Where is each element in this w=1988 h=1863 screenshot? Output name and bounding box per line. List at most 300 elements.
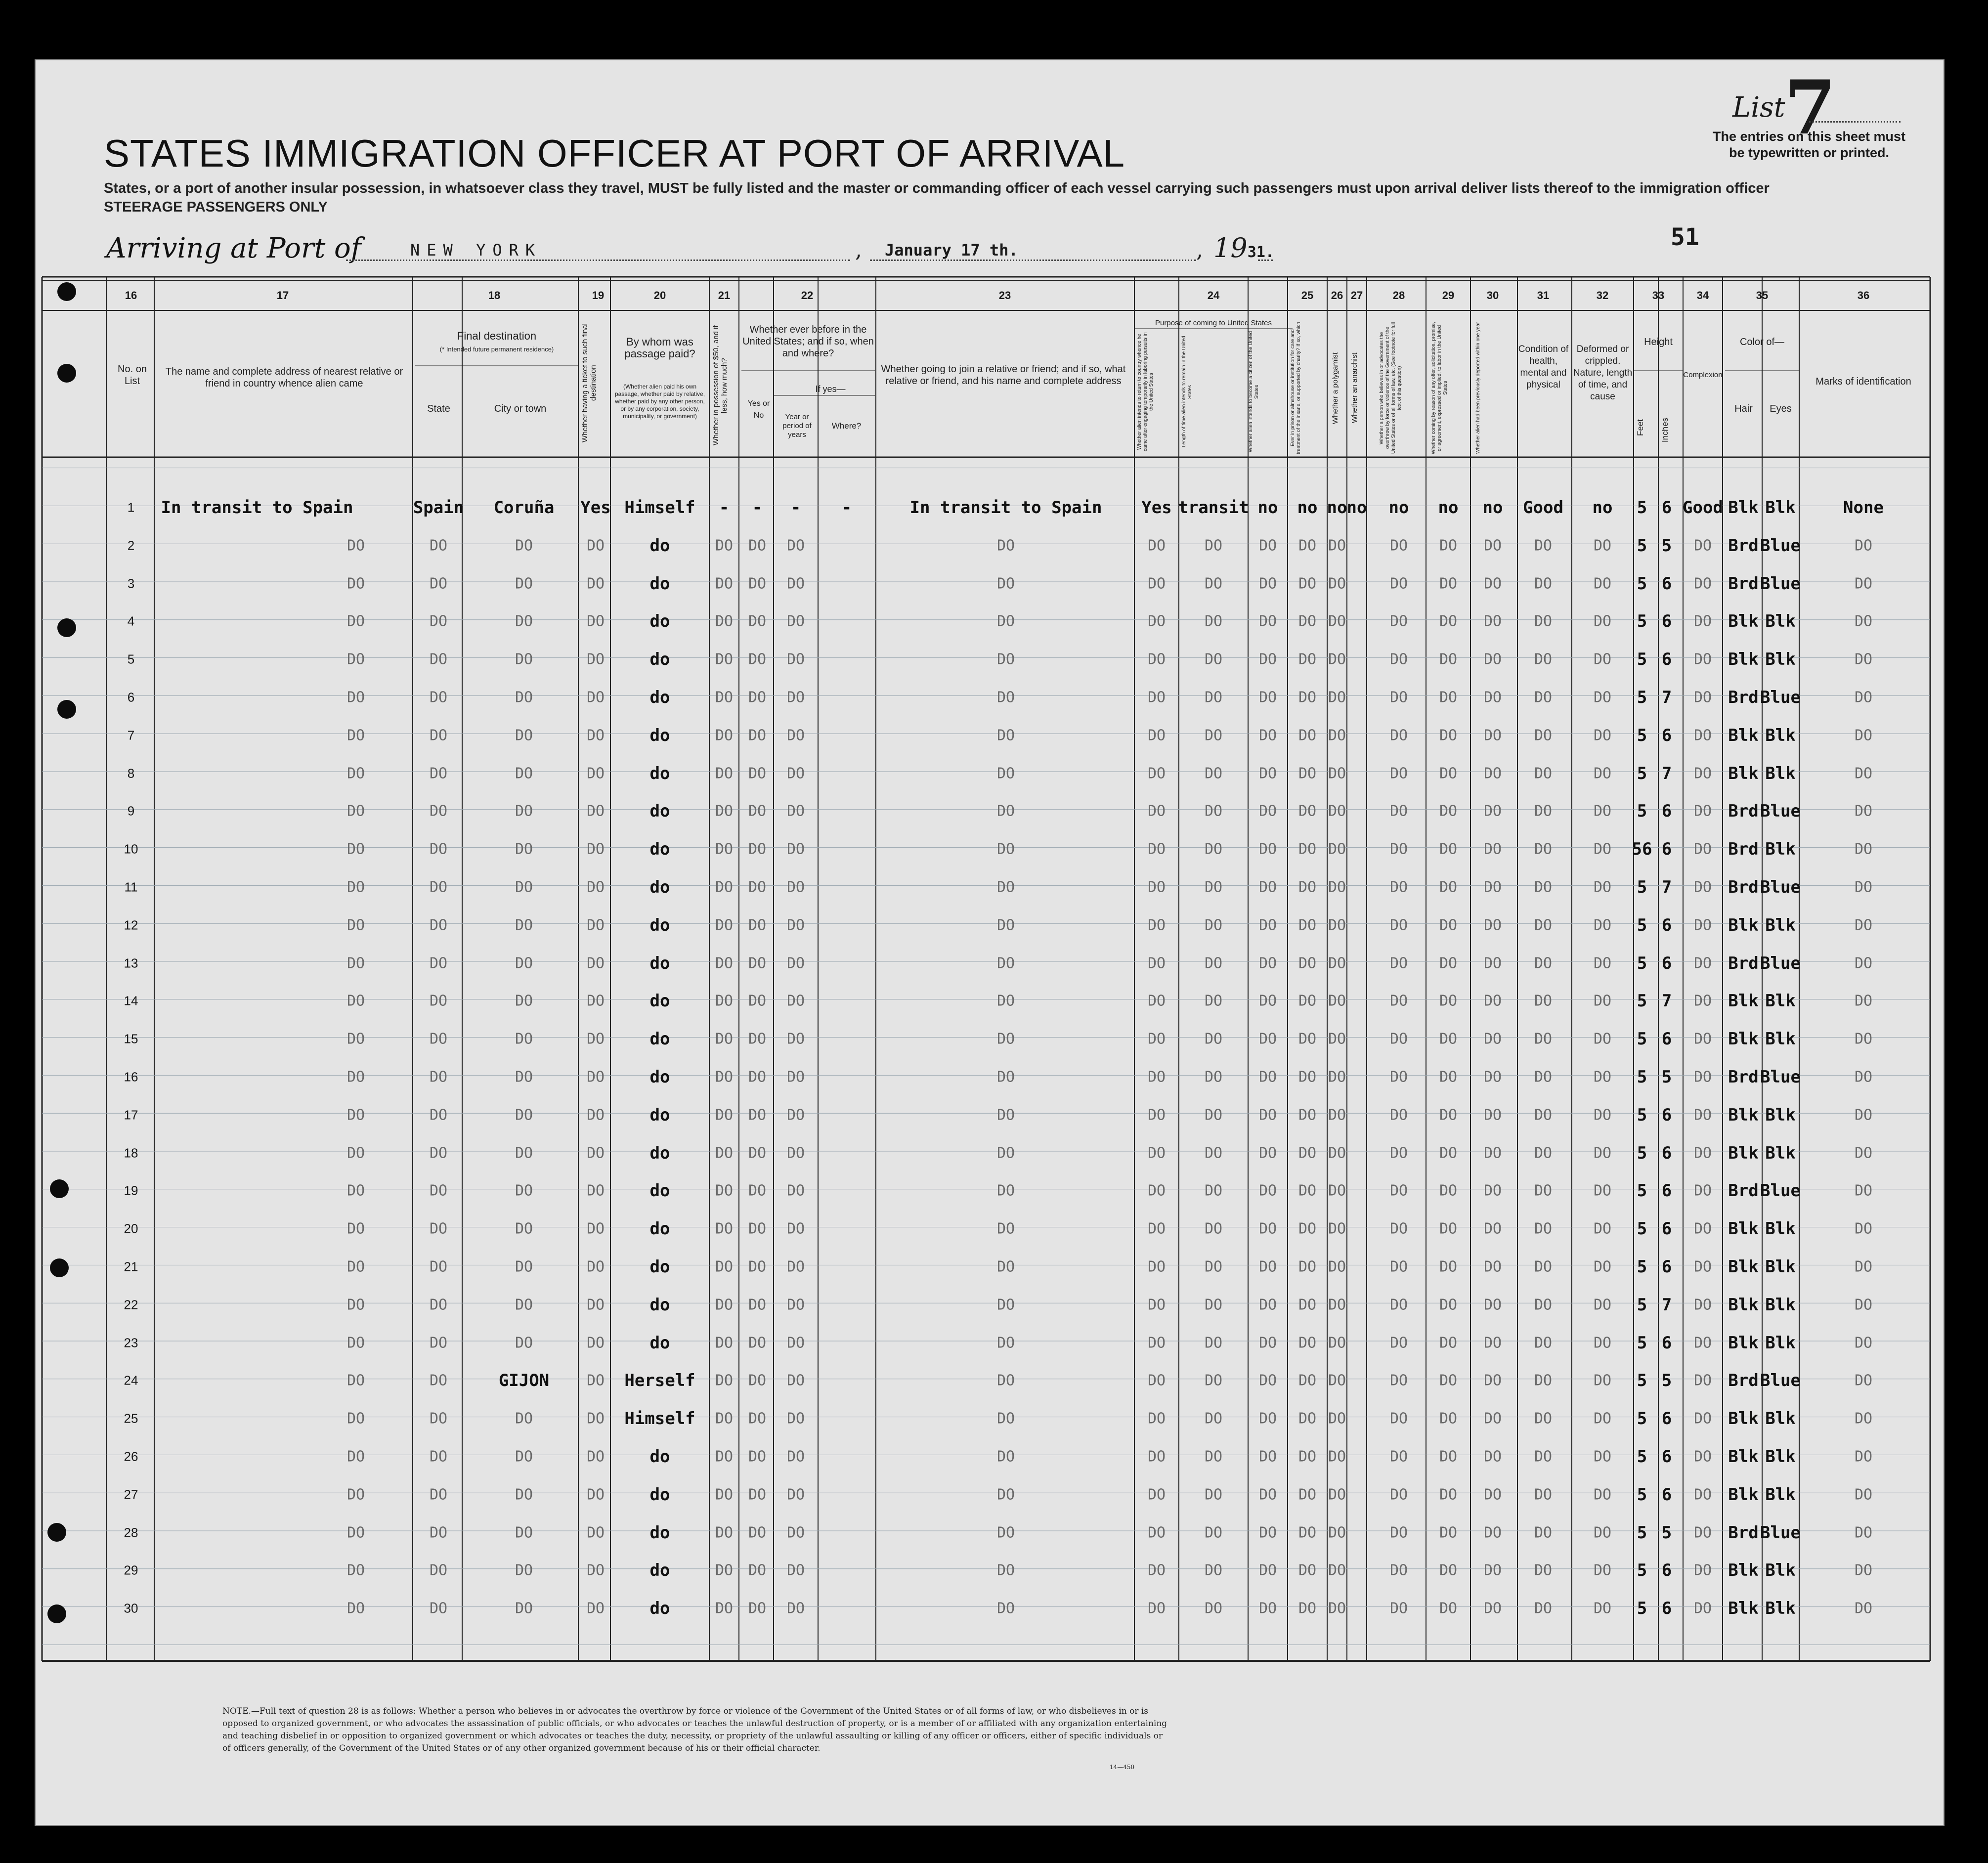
cell-c22a: DO	[748, 537, 767, 555]
cell-c29: DO	[1439, 1258, 1458, 1276]
cell-c22a: DO	[748, 1486, 767, 1504]
cell-feet: 5	[1637, 1409, 1647, 1429]
cell-c24b: transit	[1178, 498, 1249, 518]
cell-c22a: DO	[748, 575, 767, 593]
cell-inches: 5	[1661, 1067, 1672, 1087]
cell-c22b: DO	[786, 1410, 805, 1428]
cell-c22a: DO	[748, 1258, 767, 1276]
cell-c24b: DO	[1204, 1258, 1223, 1276]
cell-c21: DO	[715, 1220, 734, 1238]
cell-ticket: DO	[586, 1524, 605, 1542]
cell-hair: Blk	[1728, 1029, 1759, 1049]
header-prison: Ever in prison or almshouse or institution for care and treatment of the insane, or supported by charity? If so, which	[1290, 322, 1301, 454]
cell-c30: DO	[1483, 1296, 1502, 1314]
cell-c17: DO	[346, 1486, 365, 1504]
cell-c24c: DO	[1258, 1448, 1277, 1466]
cell-hair: Blk	[1728, 725, 1759, 745]
cell-c24a: DO	[1147, 1410, 1166, 1428]
cell-c17: DO	[346, 1258, 365, 1276]
cell-c24c: DO	[1258, 689, 1277, 706]
cell-c32: DO	[1593, 1220, 1612, 1238]
cell-c24a: DO	[1147, 1144, 1166, 1162]
cell-c24b: DO	[1204, 916, 1223, 934]
cell-ticket: DO	[586, 954, 605, 972]
cell-state: DO	[429, 878, 448, 896]
cell-c36: DO	[1854, 1106, 1873, 1124]
cell-c28: DO	[1389, 1448, 1408, 1466]
cell-c17: DO	[346, 840, 365, 858]
cell-state: DO	[429, 650, 448, 668]
cell-city: DO	[515, 1410, 533, 1428]
cell-c17: DO	[346, 916, 365, 934]
cell-paid: do	[649, 915, 670, 935]
cell-eyes: Blue	[1760, 1181, 1801, 1201]
cell-c17: DO	[346, 1220, 365, 1238]
cell-state: DO	[429, 537, 448, 555]
cell-state: DO	[429, 689, 448, 706]
cell-c28: DO	[1389, 1334, 1408, 1352]
cell-state: DO	[429, 727, 448, 744]
cell-c24c: DO	[1258, 1030, 1277, 1048]
cell-c34: DO	[1693, 802, 1712, 820]
cell-state: DO	[429, 1296, 448, 1314]
cell-c21: DO	[715, 954, 734, 972]
cell-city: DO	[515, 1561, 533, 1579]
cell-c22b: DO	[786, 1600, 805, 1617]
cell-c31: DO	[1534, 689, 1553, 706]
cell-c34: DO	[1693, 1486, 1712, 1504]
cell-c28: DO	[1389, 1220, 1408, 1238]
cell-eyes: Blue	[1760, 877, 1801, 897]
cell-paid: do	[649, 1484, 670, 1505]
cell-c32: DO	[1593, 992, 1612, 1010]
cell-c30: DO	[1483, 537, 1502, 555]
cell-c30: DO	[1483, 916, 1502, 934]
cell-c17: DO	[346, 1334, 365, 1352]
cell-feet: 5	[1637, 498, 1647, 518]
entries-note	[1681, 129, 1938, 161]
cell-c22b: DO	[786, 878, 805, 896]
cell-c28: DO	[1389, 916, 1408, 934]
cell-c24c: DO	[1258, 992, 1277, 1010]
year-value	[1213, 232, 1274, 263]
cell-c17: DO	[346, 1448, 365, 1466]
cell-c23: DO	[996, 1030, 1015, 1048]
cell-inches: 6	[1661, 1143, 1672, 1163]
cell-c25: DO	[1298, 992, 1317, 1010]
cell-c32: DO	[1593, 1410, 1612, 1428]
cell-c29: DO	[1439, 992, 1458, 1010]
cell-eyes: Blk	[1765, 991, 1796, 1011]
cell-city: DO	[515, 954, 533, 972]
row-number: 26	[124, 1449, 138, 1464]
cell-hair: Brd	[1728, 1522, 1759, 1543]
cell-inches: 6	[1661, 1409, 1672, 1429]
cell-feet: 5	[1637, 763, 1647, 783]
cell-ticket: DO	[586, 612, 605, 630]
cell-city: DO	[515, 1296, 533, 1314]
cell-c17: In transit to Spain	[161, 498, 353, 518]
cell-c30: no	[1482, 498, 1503, 518]
cell-c24a: DO	[1147, 802, 1166, 820]
cell-c30: DO	[1483, 612, 1502, 630]
cell-c32: no	[1592, 498, 1613, 518]
cell-c21: DO	[715, 1106, 734, 1124]
cell-hair: Blk	[1728, 1447, 1759, 1467]
cell-c22a: DO	[748, 1448, 767, 1466]
column-number-36: 36	[1857, 289, 1870, 302]
cell-c32: DO	[1593, 1561, 1612, 1579]
header-purpose-citizen: Whether alien intends to become a citizen of the United States	[1248, 331, 1259, 453]
cell-c24b: DO	[1204, 1410, 1223, 1428]
cell-c23: DO	[996, 1486, 1015, 1504]
cell-city: DO	[515, 1068, 533, 1086]
cell-state: DO	[429, 1220, 448, 1238]
cell-c24c: DO	[1258, 878, 1277, 896]
cell-c25: DO	[1298, 1106, 1317, 1124]
cell-c31: DO	[1534, 1410, 1553, 1428]
cell-c29: DO	[1439, 1410, 1458, 1428]
cell-ticket: DO	[586, 689, 605, 706]
port-value: NEW YORK	[410, 241, 542, 260]
cell-c24a: DO	[1147, 954, 1166, 972]
cell-city: DO	[515, 840, 533, 858]
cell-c25: DO	[1298, 802, 1317, 820]
cell-c24b: DO	[1204, 765, 1223, 782]
cell-c31: DO	[1534, 727, 1553, 744]
cell-state: DO	[429, 612, 448, 630]
list-number-underline	[1809, 121, 1901, 123]
year-prefix: 19	[1213, 232, 1248, 263]
cell-c32: DO	[1593, 612, 1612, 630]
header-color-of: Color of—	[1739, 337, 1785, 347]
cell-c26: DO	[1328, 650, 1346, 668]
footnote-question-28: NOTE.—Full text of question 28 is as follows: Whether a person who believes in or advocates the overthrow by force or violence of the Government of the United States or of all forms of law, or who disbelieves in or is opposed to organized government, or who advocates the assassination of public officials, or who advocates or teaches the unlawful destruction of property, or is a member of or affiliated with any organization entertaining and teaching disbelief in or opposition to organized government or which advocates or teaches the duty, necessity, or propriety of the unlawful assaulting or killing of any officer or officers, either of specific individuals or of officers generally, of the Government of the United States or of any other organized government because of his or their official character.	[222, 1706, 1167, 1753]
cell-c26: DO	[1328, 878, 1346, 896]
cell-c24a: DO	[1147, 1030, 1166, 1048]
cell-c24b: DO	[1204, 1144, 1223, 1162]
cell-c22a: DO	[748, 1182, 767, 1200]
port-underline	[346, 260, 850, 261]
cell-inches: 6	[1661, 1257, 1672, 1277]
cell-inches: 7	[1661, 688, 1672, 707]
cell-c24a: DO	[1147, 878, 1166, 896]
row-number: 11	[124, 879, 138, 895]
cell-feet: 5	[1637, 1560, 1647, 1581]
cell-c36: DO	[1854, 765, 1873, 782]
cell-hair: Blk	[1728, 1105, 1759, 1125]
cell-ticket: DO	[586, 1448, 605, 1466]
cell-c24a: DO	[1147, 650, 1166, 668]
cell-c25: DO	[1298, 612, 1317, 630]
cell-c31: DO	[1534, 802, 1553, 820]
cell-c25: DO	[1298, 840, 1317, 858]
header-ever-before-in-us: Whether ever before in the United States; and if so, when and where?	[742, 324, 874, 359]
cell-c23: DO	[996, 916, 1015, 934]
cell-c25: DO	[1298, 1258, 1317, 1276]
cell-c31: DO	[1534, 765, 1553, 782]
row-number: 25	[124, 1411, 138, 1426]
cell-c22b: DO	[786, 1068, 805, 1086]
row-number: 7	[127, 728, 135, 743]
cell-c17: DO	[346, 1561, 365, 1579]
cell-c31: DO	[1534, 1486, 1553, 1504]
cell-feet: 5	[1637, 877, 1647, 897]
cell-c23: DO	[996, 1334, 1015, 1352]
cell-hair: Brd	[1728, 1067, 1759, 1087]
header-state: State	[427, 403, 450, 414]
cell-c36: DO	[1854, 1561, 1873, 1579]
cell-c36: DO	[1854, 802, 1873, 820]
cell-ticket: DO	[586, 1068, 605, 1086]
cell-c24b: DO	[1204, 1486, 1223, 1504]
cell-c24c: DO	[1258, 765, 1277, 782]
cell-ticket: DO	[586, 1106, 605, 1124]
cell-state: DO	[429, 916, 448, 934]
cell-c25: DO	[1298, 1561, 1317, 1579]
cell-paid: do	[649, 1522, 670, 1543]
cell-c24c: DO	[1258, 1561, 1277, 1579]
header-final-destination-note: (* Intended future permanent residence)	[439, 346, 554, 353]
entries-note-line-1: The entries on this sheet must	[1712, 129, 1906, 144]
cell-feet: 5	[1637, 611, 1647, 632]
header-anarchist: Whether an anarchist	[1350, 352, 1359, 424]
cell-c23: DO	[996, 650, 1015, 668]
cell-c31: DO	[1534, 954, 1553, 972]
cell-c29: DO	[1439, 612, 1458, 630]
cell-inches: 6	[1661, 725, 1672, 745]
cell-c24a: DO	[1147, 1334, 1166, 1352]
cell-c22b: DO	[786, 537, 805, 555]
column-number-20: 20	[653, 289, 666, 302]
cell-c32: DO	[1593, 1106, 1612, 1124]
cell-c28: DO	[1389, 878, 1408, 896]
cell-eyes: Blue	[1760, 1067, 1801, 1087]
cell-c23: DO	[996, 1561, 1015, 1579]
cell-c28: DO	[1389, 1258, 1408, 1276]
cell-c28: DO	[1389, 1106, 1408, 1124]
cell-c30: DO	[1483, 727, 1502, 744]
cell-ticket: DO	[586, 840, 605, 858]
cell-inches: 6	[1661, 1333, 1672, 1353]
cell-c24b: DO	[1204, 650, 1223, 668]
cell-c21: DO	[715, 1068, 734, 1086]
cell-c36: DO	[1854, 727, 1873, 744]
cell-c26: DO	[1328, 1182, 1346, 1200]
cell-c26: DO	[1328, 689, 1346, 706]
cell-c29: DO	[1439, 537, 1458, 555]
cell-c36: DO	[1854, 1220, 1873, 1238]
cell-c25: DO	[1298, 1334, 1317, 1352]
cell-c22b: DO	[786, 612, 805, 630]
cell-c24b: DO	[1204, 1030, 1223, 1048]
cell-paid: do	[649, 839, 670, 860]
cell-c30: DO	[1483, 1030, 1502, 1048]
cell-inches: 6	[1661, 1447, 1672, 1467]
cell-state: DO	[429, 1600, 448, 1617]
cell-ticket: Yes	[580, 498, 611, 518]
cell-c22b: DO	[786, 1220, 805, 1238]
cell-c25: DO	[1298, 1372, 1317, 1389]
cell-c22a: DO	[748, 992, 767, 1010]
cell-inches: 6	[1661, 1484, 1672, 1505]
cell-c17: DO	[346, 612, 365, 630]
cell-c29: DO	[1439, 1030, 1458, 1048]
column-number-24: 24	[1207, 289, 1220, 302]
cell-c32: DO	[1593, 1448, 1612, 1466]
cell-ticket: DO	[586, 1486, 605, 1504]
cell-c22a: DO	[748, 1410, 767, 1428]
cell-c26: no	[1327, 498, 1347, 518]
binder-hole	[57, 364, 76, 383]
row-number: 18	[124, 1145, 138, 1161]
cell-c22a: DO	[748, 1600, 767, 1617]
cell-hair: Blk	[1728, 1484, 1759, 1505]
cell-state: DO	[429, 954, 448, 972]
cell-c17: DO	[346, 1144, 365, 1162]
cell-c30: DO	[1483, 689, 1502, 706]
cell-c21: -	[719, 498, 730, 518]
cell-c24b: DO	[1204, 1600, 1223, 1617]
cell-paid: do	[649, 1029, 670, 1049]
cell-c24b: DO	[1204, 1182, 1223, 1200]
cell-hair: Blk	[1728, 1295, 1759, 1315]
header-eyes: Eyes	[1770, 403, 1792, 414]
cell-state: DO	[429, 1334, 448, 1352]
cell-c21: DO	[715, 1524, 734, 1542]
cell-c17: DO	[346, 992, 365, 1010]
cell-c23: In transit to Spain	[909, 498, 1102, 518]
header-final-destination: Final destination	[457, 330, 537, 342]
cell-c29: DO	[1439, 1220, 1458, 1238]
cell-feet: 5	[1637, 1599, 1647, 1619]
cell-eyes: Blk	[1765, 1143, 1796, 1163]
cell-c24c: DO	[1258, 1410, 1277, 1428]
header-purpose-return: Whether alien intends to return to country whence he came after engaging temporarily in laboring pursuits in the United States	[1137, 332, 1154, 451]
cell-c29: DO	[1439, 1600, 1458, 1617]
cell-c30: DO	[1483, 1258, 1502, 1276]
cell-c24b: DO	[1204, 1068, 1223, 1086]
header-passage-paid: By whom was passage paid?	[624, 336, 695, 360]
cell-c28: DO	[1389, 1296, 1408, 1314]
cell-paid: do	[649, 1143, 670, 1163]
cell-c26: DO	[1328, 1144, 1346, 1162]
cell-c28: DO	[1389, 1600, 1408, 1617]
cell-c24a: DO	[1147, 537, 1166, 555]
cell-c25: DO	[1298, 1296, 1317, 1314]
cell-c28: DO	[1389, 1561, 1408, 1579]
cell-c24b: DO	[1204, 878, 1223, 896]
cell-c21: DO	[715, 727, 734, 744]
cell-c24a: DO	[1147, 1296, 1166, 1314]
cell-c21: DO	[715, 802, 734, 820]
cell-c21: DO	[715, 916, 734, 934]
cell-c17: DO	[346, 1030, 365, 1048]
cell-c31: DO	[1534, 1106, 1553, 1124]
form-number: 14—450	[1110, 1764, 1135, 1771]
cell-c26: DO	[1328, 1106, 1346, 1124]
cell-c26: DO	[1328, 1486, 1346, 1504]
date-value: January 17 th.	[885, 241, 1018, 260]
cell-inches: 6	[1661, 801, 1672, 822]
cell-c24c: DO	[1258, 1144, 1277, 1162]
cell-state: DO	[429, 1486, 448, 1504]
cell-city: DO	[515, 575, 533, 593]
cell-paid: Herself	[624, 1371, 695, 1391]
cell-paid: do	[649, 1295, 670, 1315]
cell-feet: 5	[1637, 1105, 1647, 1125]
cell-c24a: DO	[1147, 1182, 1166, 1200]
cell-c36: DO	[1854, 1030, 1873, 1048]
cell-c26: DO	[1328, 1220, 1346, 1238]
cell-c22b: DO	[786, 650, 805, 668]
cell-c31: DO	[1534, 1334, 1553, 1352]
cell-c17: DO	[346, 727, 365, 744]
cell-eyes: Blk	[1765, 839, 1796, 860]
year-suffix: 31.	[1247, 244, 1274, 261]
cell-c26: DO	[1328, 537, 1346, 555]
cell-paid: Himself	[624, 1409, 695, 1429]
cell-c24b: DO	[1204, 575, 1223, 593]
cell-eyes: Blk	[1765, 1484, 1796, 1505]
cell-c30: DO	[1483, 1448, 1502, 1466]
cell-c22b: DO	[786, 1334, 805, 1352]
cell-c17: DO	[346, 1410, 365, 1428]
cell-c36: None	[1843, 498, 1884, 518]
cell-c29: DO	[1439, 765, 1458, 782]
cell-c24a: DO	[1147, 1486, 1166, 1504]
cell-c25: DO	[1298, 689, 1317, 706]
cell-c29: DO	[1439, 575, 1458, 593]
cell-city: DO	[515, 650, 533, 668]
cell-eyes: Blk	[1765, 1257, 1796, 1277]
cell-c25: DO	[1298, 954, 1317, 972]
cell-inches: 5	[1661, 1522, 1672, 1543]
row-number: 30	[124, 1601, 138, 1616]
cell-c17: DO	[346, 765, 365, 782]
cell-state: DO	[429, 1106, 448, 1124]
cell-c26: DO	[1328, 1524, 1346, 1542]
row-number: 6	[127, 690, 135, 705]
cell-feet: 5	[1637, 1522, 1647, 1543]
row-number: 19	[124, 1183, 138, 1198]
cell-c29: DO	[1439, 1561, 1458, 1579]
column-number-29: 29	[1442, 289, 1455, 302]
cell-c22b: DO	[786, 765, 805, 782]
cell-c28: DO	[1389, 1524, 1408, 1542]
cell-c30: DO	[1483, 1106, 1502, 1124]
cell-city: DO	[515, 1486, 533, 1504]
cell-c26: DO	[1328, 612, 1346, 630]
cell-c22b: -	[790, 498, 801, 518]
year-underline	[1258, 260, 1273, 261]
cell-c36: DO	[1854, 1296, 1873, 1314]
cell-c24a: DO	[1147, 727, 1166, 744]
cell-c34: DO	[1693, 1296, 1712, 1314]
cell-c24c: DO	[1258, 840, 1277, 858]
cell-city: DO	[515, 537, 533, 555]
cell-c26: DO	[1328, 916, 1346, 934]
cell-hair: Brd	[1728, 839, 1759, 860]
cell-city: DO	[515, 1144, 533, 1162]
cell-c22b: DO	[786, 1258, 805, 1276]
cell-c34: DO	[1693, 1372, 1712, 1389]
cell-c29: DO	[1439, 689, 1458, 706]
cell-c28: DO	[1389, 802, 1408, 820]
cell-state: DO	[429, 1372, 448, 1389]
cell-c24c: DO	[1258, 1486, 1277, 1504]
header-join-relative: Whether going to join a relative or friend; and if so, what relative or friend, and his name and complete address	[881, 364, 1126, 387]
